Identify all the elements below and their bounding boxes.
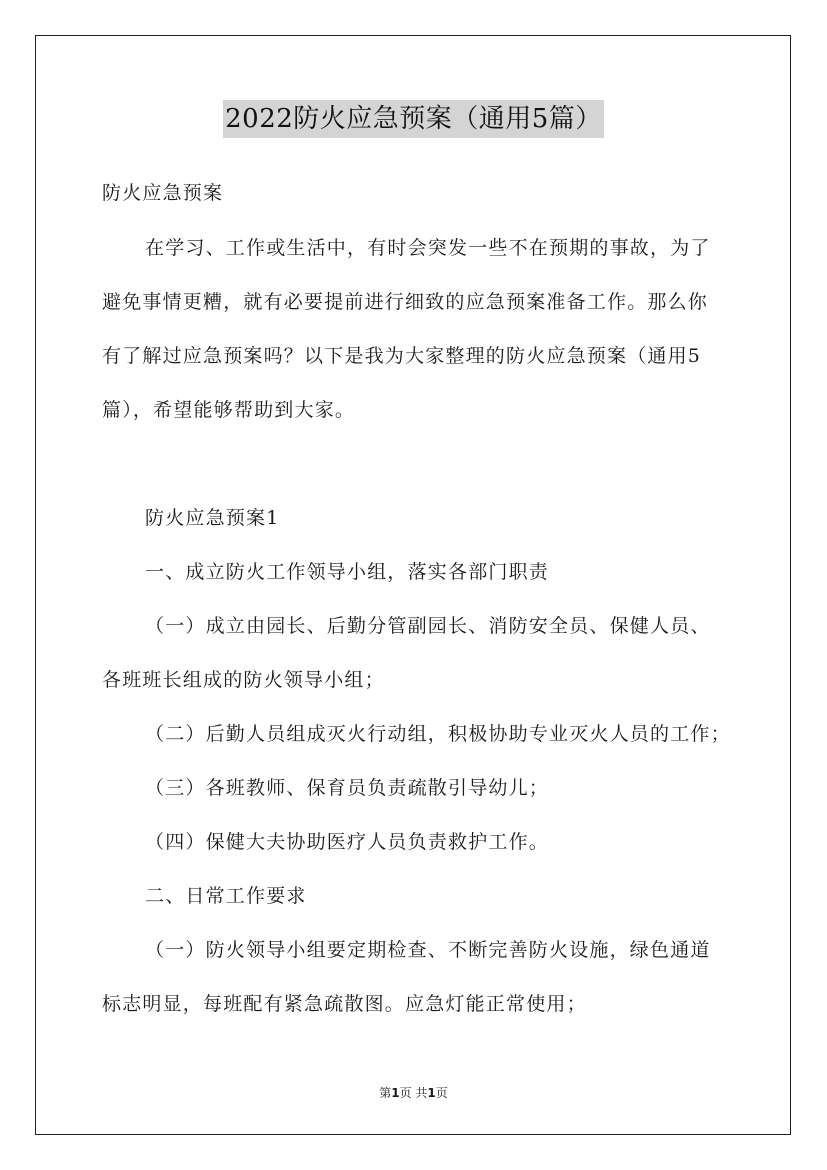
sub-item-1-line-1: （一）成立由园长、后勤分管副园长、消防安全员、保健人员、 (145, 615, 711, 637)
footer-page-suffix: 页 (435, 1086, 448, 1100)
sub-item-4: （四）保健大夫协助医疗人员负责救护工作。 (145, 831, 550, 853)
page-footer (0, 1085, 827, 1101)
sub-item-1-line-2: 各班班长组成的防火领导小组； (102, 669, 385, 691)
intro-line-2: 避免事情更糟，就有必要提前进行细致的应急预案准备工作。那么你 (102, 291, 709, 313)
item-2-sub-1-line-2: 标志明显，每班配有紧急疏散图。应急灯能正常使用； (102, 993, 587, 1015)
footer-page-mid: 页 共 (399, 1086, 428, 1100)
intro-line-3: 有了解过应急预案吗？以下是我为大家整理的防火应急预案（通用5 (102, 345, 702, 367)
document-title: 2022防火应急预案（通用5篇） (223, 100, 604, 138)
title-container (0, 100, 827, 138)
intro-line-1: 在学习、工作或生活中，有时会突发一些不在预期的事故，为了 (145, 237, 711, 259)
item-2: 二、日常工作要求 (145, 885, 307, 907)
footer-total-pages: 1 (427, 1086, 436, 1100)
sub-item-2: （二）后勤人员组成灭火行动组，积极协助专业灭火人员的工作； (145, 723, 731, 745)
item-1: 一、成立防火工作领导小组，落实各部门职责 (145, 561, 550, 583)
intro-line-4: 篇），希望能够帮助到大家。 (102, 399, 356, 421)
item-2-sub-1-line-1: （一）防火领导小组要定期检查、不断完善防火设施，绿色通道 (145, 939, 711, 961)
document-heading: 防火应急预案 (102, 182, 224, 204)
section-title: 防火应急预案1 (145, 507, 280, 529)
footer-page-number: 1 (391, 1086, 400, 1100)
sub-item-3: （三）各班教师、保育员负责疏散引导幼儿； (145, 777, 550, 799)
footer-page-prefix: 第 (379, 1086, 392, 1100)
